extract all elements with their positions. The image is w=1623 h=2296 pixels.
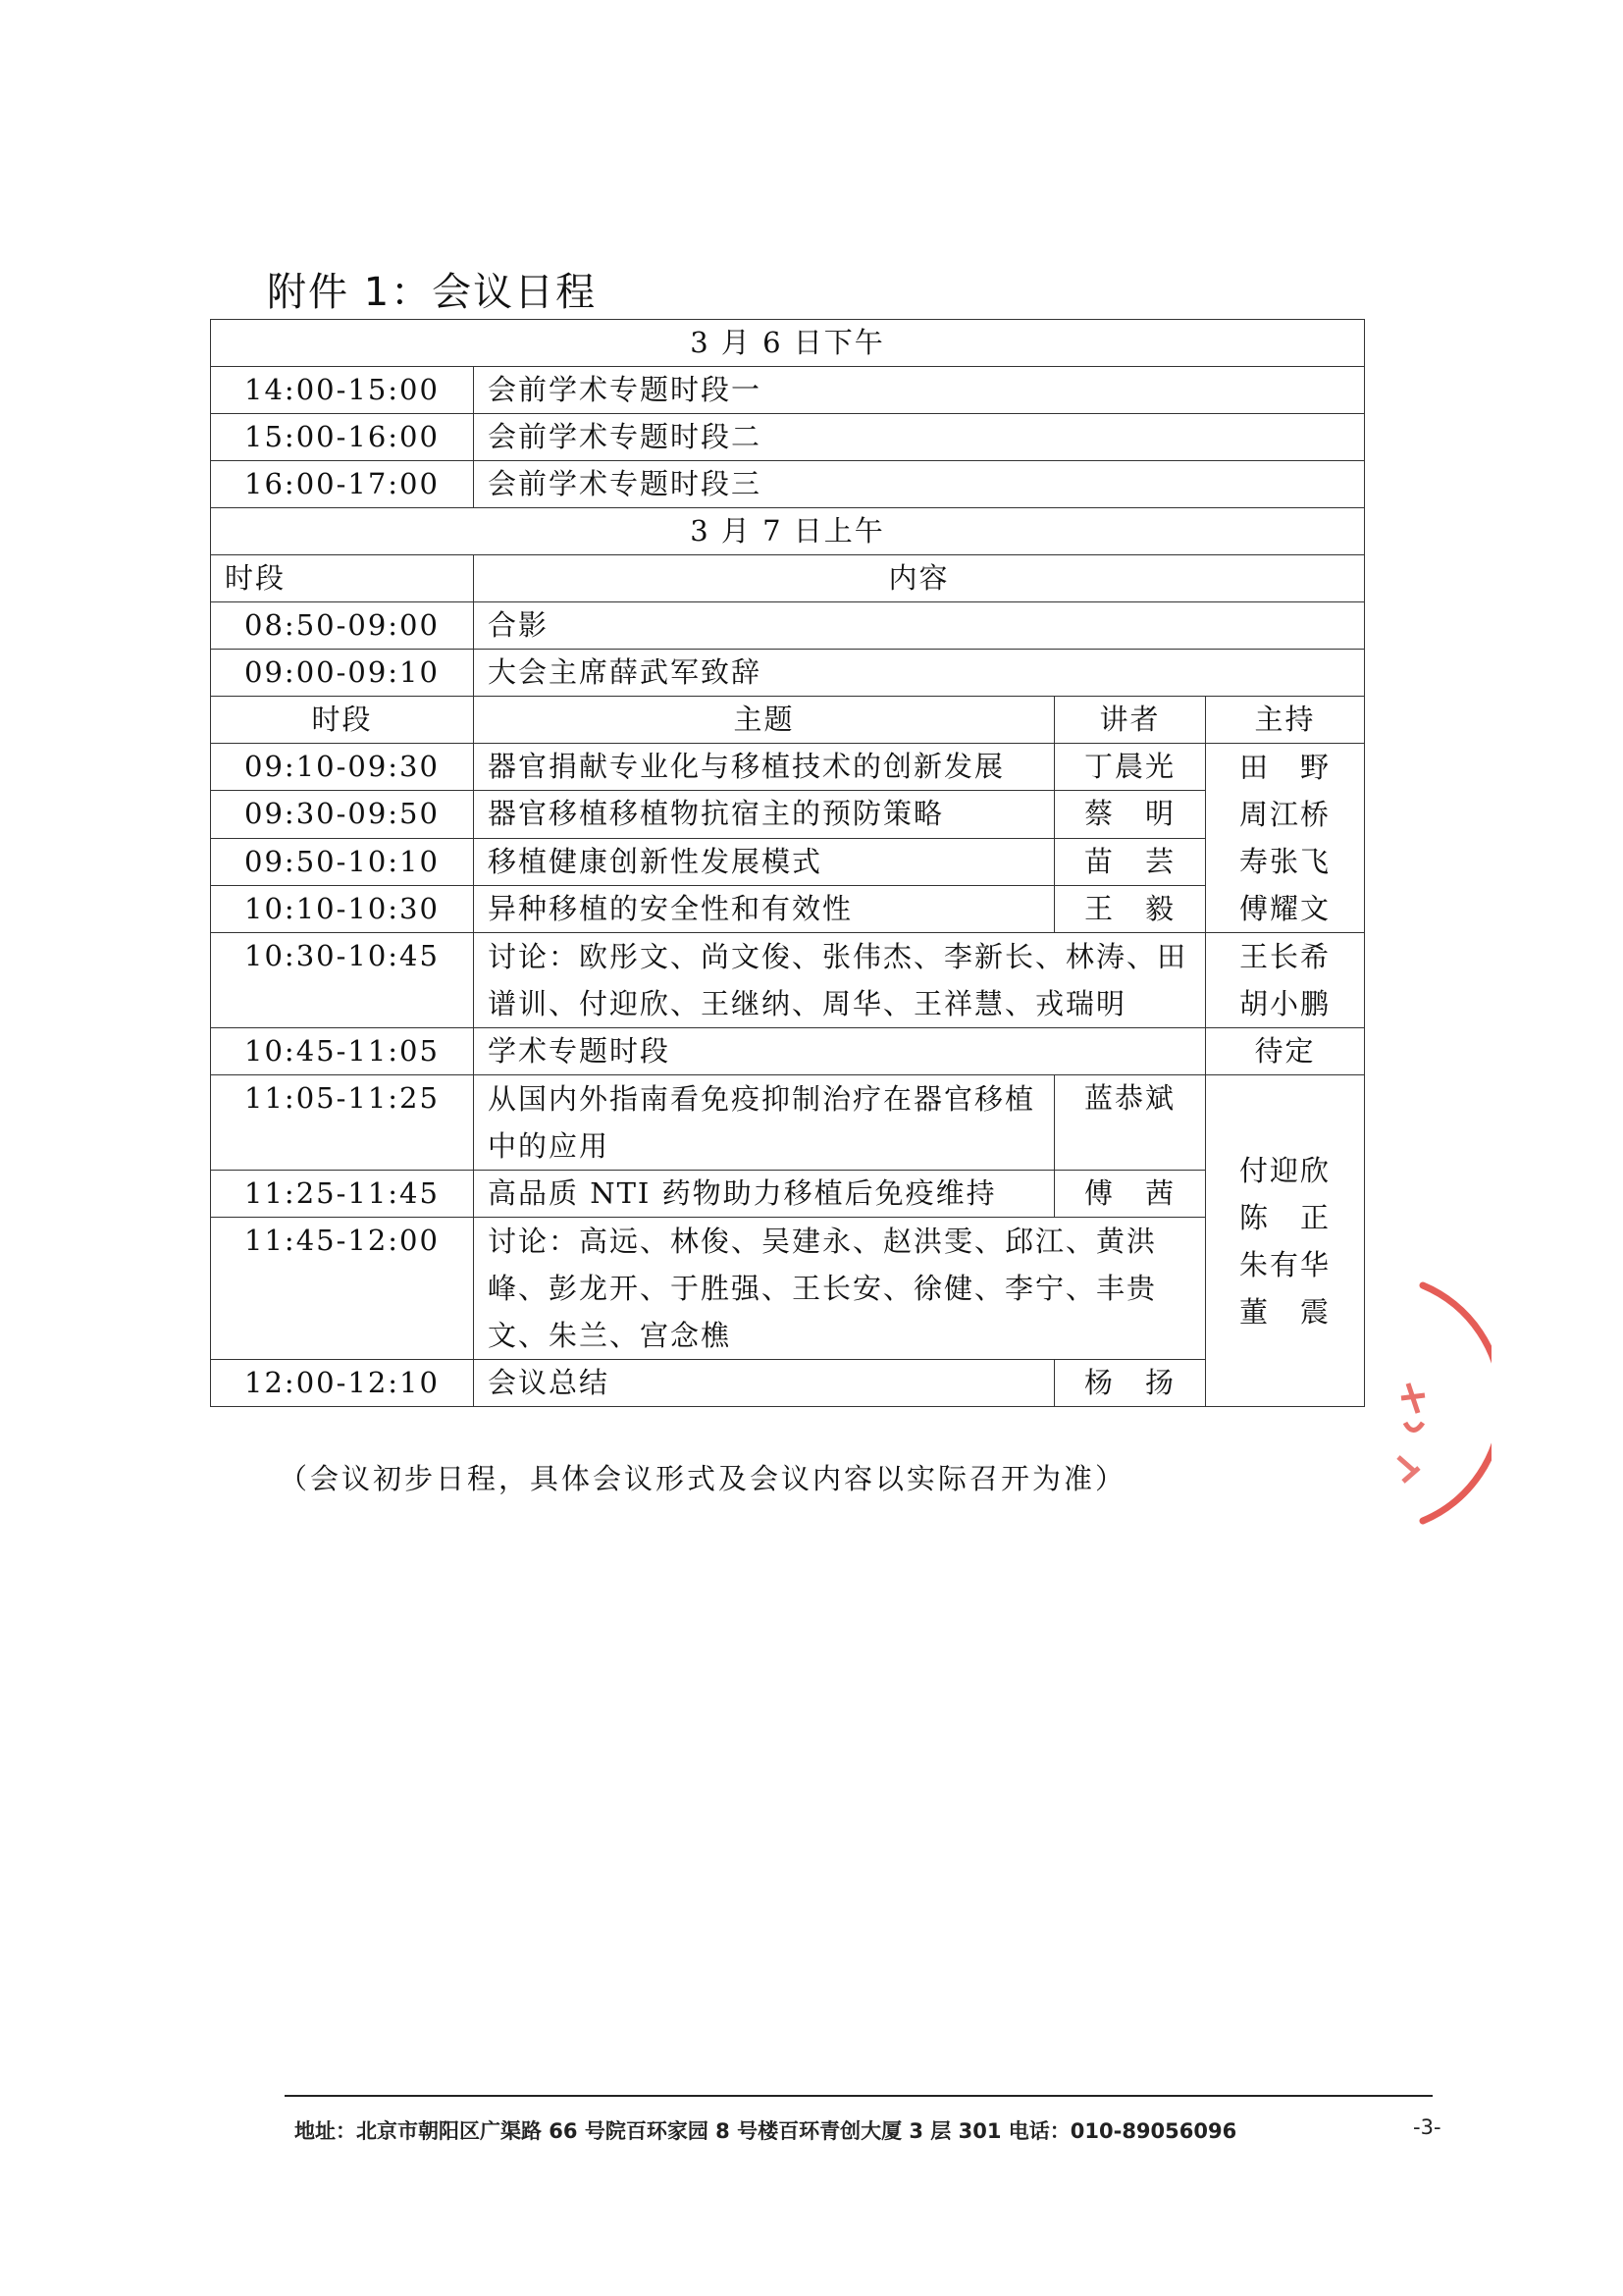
speaker-cell: 蔡 明 [1055, 791, 1206, 838]
time-cell: 11:05-11:25 [211, 1075, 474, 1171]
topic-cell: 移植健康创新性发展模式 [474, 838, 1055, 885]
content-cell: 学术专题时段 [474, 1028, 1206, 1075]
discussion-cell: 讨论：欧彤文、尚文俊、张伟杰、李新长、林涛、田谱训、付迎欣、王继纳、周华、王祥慧、戎瑞明 [474, 933, 1206, 1028]
table-row [211, 650, 1365, 697]
column-header-speaker: 讲者 [1055, 697, 1206, 744]
day2-header-row [211, 508, 1365, 555]
time-cell: 10:10-10:30 [211, 885, 474, 932]
host-name: 王长希 [1238, 940, 1331, 973]
column-header-time: 时段 [211, 555, 474, 602]
time-cell: 09:00-09:10 [211, 650, 474, 697]
host-cell [1206, 744, 1365, 933]
table-row [211, 838, 1365, 885]
speaker-cell: 丁晨光 [1055, 744, 1206, 791]
discussion-cell: 讨论：高远、林俊、吴建永、赵洪雯、邱江、黄洪峰、彭龙开、于胜强、王长安、徐健、李宁、丰贵文、朱兰、宫念樵 [474, 1218, 1206, 1360]
host-cell [1206, 1075, 1365, 1407]
page-number: -3- [1413, 2115, 1441, 2139]
content-cell: 会前学术专题时段一 [474, 367, 1365, 414]
table-row [211, 367, 1365, 414]
topic-cell: 高品质 NTI 药物助力移植后免疫维持 [474, 1171, 1055, 1218]
host-name: 周江桥 [1238, 798, 1331, 831]
content-cell: 会前学术专题时段三 [474, 461, 1365, 508]
topic-cell: 器官捐献专业化与移植技术的创新发展 [474, 744, 1055, 791]
speaker-cell: 王 毅 [1055, 885, 1206, 932]
table-row [211, 461, 1365, 508]
time-cell: 16:00-17:00 [211, 461, 474, 508]
speaker-cell: 苗 芸 [1055, 838, 1206, 885]
time-cell: 10:45-11:05 [211, 1028, 474, 1075]
time-cell: 09:30-09:50 [211, 791, 474, 838]
host-name: 傅耀文 [1238, 892, 1331, 925]
table-row [211, 791, 1365, 838]
table-row [211, 1218, 1365, 1360]
time-cell: 12:00-12:10 [211, 1360, 474, 1407]
time-cell: 11:45-12:00 [211, 1218, 474, 1360]
content-cell: 会议总结 [474, 1360, 1055, 1407]
column-header-host: 主持 [1206, 697, 1365, 744]
host-name: 董 震 [1238, 1294, 1331, 1329]
time-cell: 10:30-10:45 [211, 933, 474, 1028]
footer-address: 地址：北京市朝阳区广渠路 66 号院百环家园 8 号楼百环青创大厦 3 层 301 电话：010-89056096 [294, 2119, 1237, 2143]
time-cell: 11:25-11:45 [211, 1171, 474, 1218]
speaker-cell: 杨 扬 [1055, 1360, 1206, 1407]
table-row [211, 414, 1365, 461]
table-row [211, 602, 1365, 650]
schedule-note: （会议初步日程，具体会议形式及会议内容以实际召开为准） [279, 1462, 1127, 1495]
host-cell [1206, 933, 1365, 1028]
footer-divider [285, 2095, 1433, 2097]
table-row [211, 1028, 1365, 1075]
table-row [211, 1075, 1365, 1171]
column-header-time: 时段 [211, 697, 474, 744]
table-row [211, 744, 1365, 791]
table-row [211, 933, 1365, 1028]
table-row [211, 1171, 1365, 1218]
content-cell: 会前学术专题时段二 [474, 414, 1365, 461]
host-name: 胡小鹏 [1238, 987, 1331, 1020]
topic-cell: 异种移植的安全性和有效性 [474, 885, 1055, 932]
host-name: 朱有华 [1238, 1247, 1331, 1281]
time-cell: 15:00-16:00 [211, 414, 474, 461]
content-cell: 大会主席薛武军致辞 [474, 650, 1365, 697]
host-name: 付迎欣 [1238, 1153, 1331, 1187]
time-cell: 14:00-15:00 [211, 367, 474, 414]
topic-cell: 从国内外指南看免疫抑制治疗在器官移植中的应用 [474, 1075, 1055, 1171]
schedule-table [210, 319, 1365, 1407]
host-cell: 待定 [1206, 1028, 1365, 1075]
topic-cell: 器官移植移植物抗宿主的预防策略 [474, 791, 1055, 838]
speaker-cell: 蓝恭斌 [1055, 1075, 1206, 1171]
content-cell: 合影 [474, 602, 1365, 650]
table-row [211, 885, 1365, 932]
time-cell: 09:50-10:10 [211, 838, 474, 885]
day1-header-row [211, 320, 1365, 367]
seal-stamp-icon [1354, 1276, 1492, 1531]
column-header-row [211, 697, 1365, 744]
host-name: 陈 正 [1238, 1200, 1331, 1234]
day-header: 3 月 7 日上午 [211, 508, 1365, 555]
speaker-cell: 傅 茜 [1055, 1171, 1206, 1218]
time-cell: 08:50-09:00 [211, 602, 474, 650]
day-header: 3 月 6 日下午 [211, 320, 1365, 367]
table-row [211, 1360, 1365, 1407]
page-title: 附件 1：会议日程 [267, 270, 598, 315]
column-header-topic: 主题 [474, 697, 1055, 744]
column-header-row [211, 555, 1365, 602]
time-cell: 09:10-09:30 [211, 744, 474, 791]
column-header-content: 内容 [474, 555, 1365, 602]
host-name: 田 野 [1238, 751, 1331, 784]
host-name: 寿张飞 [1238, 845, 1331, 878]
